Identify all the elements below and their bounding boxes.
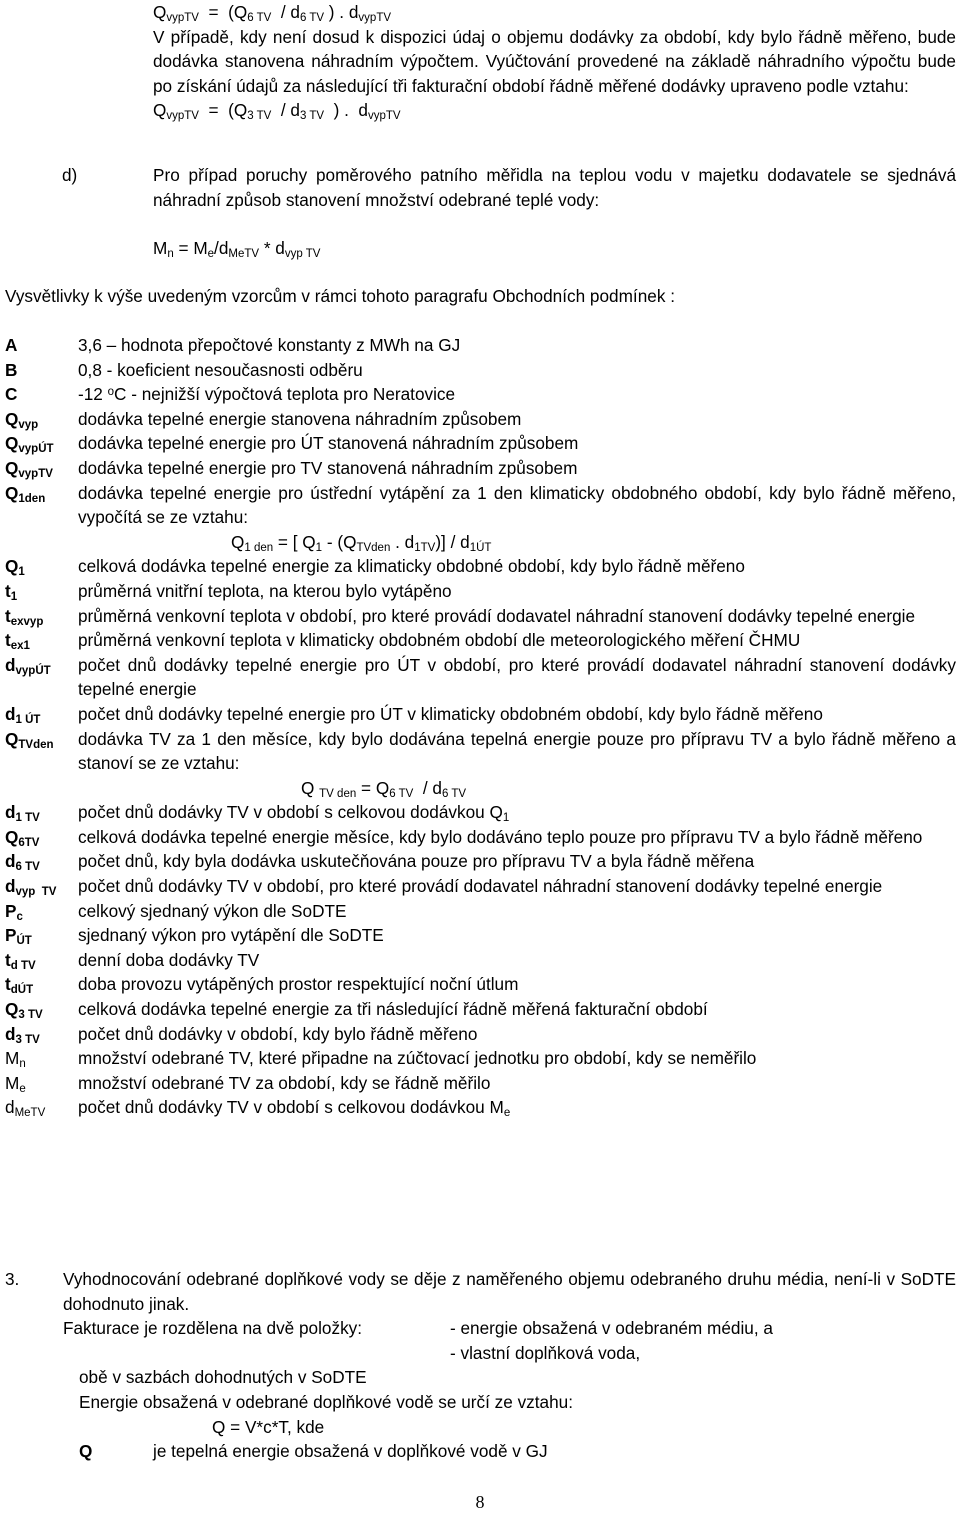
- section-d-formula: $M_n = M_e/d_{MeTV} * d_{vyp TV}$: [153, 238, 321, 261]
- legend-row: [5, 923, 956, 948]
- legend-row: [5, 554, 956, 579]
- legend-row: [5, 849, 956, 874]
- legend-symbol: $t_{d TV}$: [5, 949, 36, 972]
- legend-symbol: $t_1$: [5, 580, 18, 603]
- legend-text: počet dnů dodávky TV v období s celkovou dodávkou $Q_1$: [78, 802, 510, 825]
- q-definition: [79, 1439, 956, 1464]
- section-3-number: 3.: [5, 1269, 20, 1289]
- section-3-row: [5, 1267, 956, 1365]
- legend-text: sjednaný výkon pro vytápění dle SoDTE: [78, 925, 384, 946]
- paragraph-replacement-calc: V případě, kdy není dosud k dispozici údaj o objemu dodávky za období, kdy bylo řádně měřeno, bude dodávka stanovena náhradním výpočtem. Vyúčtování provedené na základě náhradního výpočtu bude po získání údajů za následující tři fakturační období řádně měřené dodávky upraveno podle vztahu:: [153, 26, 956, 96]
- legend-row: [5, 727, 956, 776]
- legend-row: [5, 972, 956, 997]
- legend-row: [5, 825, 956, 850]
- legend-row: [5, 358, 956, 383]
- legend-symbol: $Q_{vypTV}$: [5, 457, 53, 480]
- formula-q: Q = V*c*T, kde: [212, 1416, 325, 1437]
- legend-row: [5, 800, 956, 825]
- legend-text: celkový sjednaný výkon dle SoDTE: [78, 900, 347, 921]
- legend-symbol: $d_{vyp TV}$: [5, 876, 57, 899]
- legend-text: dodávka tepelné energie pro ÚT stanovená náhradním způsobem: [78, 433, 579, 454]
- legend-row: [5, 333, 956, 358]
- legend-text: počet dnů, kdy byla dodávka uskutečňována pouze pro přípravu TV a byla řádně měřena: [78, 851, 755, 872]
- legend-symbol: $Q_{TVden}$: [5, 728, 54, 751]
- legend-text: 3,6 – hodnota přepočtové konstanty z MWh na GJ: [78, 335, 461, 355]
- rates-line: obě v sazbách dohodnutých v SoDTE: [79, 1367, 367, 1388]
- legend-title: Vysvětlivky k výše uvedeným vzorcům v rámci tohoto paragrafu Obchodních podmínek :: [5, 286, 675, 306]
- legend-row: [5, 382, 956, 407]
- section-3-text: Vyhodnocování odebrané doplňkové vody se děje z naměřeného objemu odebraného druhu média, není-li v SoDTE dohodnuto jinak.: [63, 1269, 956, 1314]
- section-d: [62, 163, 956, 261]
- legend-symbol: $d_{MeTV}$: [5, 1097, 46, 1120]
- legend-symbol: B: [5, 359, 18, 380]
- legend-list: [5, 333, 956, 1120]
- energy-line: Energie obsažená v odebrané doplňkové vodě se určí ze vztahu:: [79, 1391, 573, 1412]
- legend-row: [5, 579, 956, 604]
- legend-text: průměrná venkovní teplota v klimaticky obdobném období dle meteorologického měření ČHMU: [78, 630, 801, 651]
- formula-first: $Q_{vypTV} = (Q_{6 TV} / d_{6 TV}$ ) . $d_{vypTV}$: [153, 2, 392, 24]
- legend-symbol: $d_{6 TV}$: [5, 851, 40, 874]
- legend-text: dodávka tepelné energie stanovena náhradním způsobem: [78, 408, 522, 429]
- legend-text: dodávka tepelné energie pro TV stanovená náhradním způsobem: [78, 457, 578, 478]
- legend-symbol: A: [5, 335, 18, 355]
- legend-symbol: $M_n$: [5, 1048, 26, 1071]
- legend-symbol: $M_e$: [5, 1072, 26, 1095]
- legend-text: 0,8 - koeficient nesoučasnosti odběru: [78, 359, 363, 380]
- legend-text: počet dnů dodávky tepelné energie pro ÚT v klimaticky obdobném období, kdy bylo řádně měřeno: [78, 703, 823, 724]
- legend-text: počet dnů dodávky TV v období s celkovou dodávkou $M_e$: [78, 1097, 511, 1120]
- legend-symbol: $Q_{vyp}$: [5, 408, 39, 431]
- legend-row: [5, 1022, 956, 1047]
- legend-text: doba provozu vytápěných prostor respektující noční útlum: [78, 974, 519, 995]
- legend-row: [5, 1046, 956, 1071]
- legend-text: průměrná vnitřní teplota, na kterou bylo vytápěno: [78, 580, 452, 601]
- legend-text: dodávka tepelné energie pro ústřední vytápění za 1 den klimaticky obdobného období, kdy bylo řádně měřeno, vypočítá se ze vztahu:: [78, 482, 956, 528]
- legend-symbol: $t_{ex1}$: [5, 630, 30, 653]
- invoice-label: Fakturace je rozdělena na dvě položky:: [63, 1318, 363, 1339]
- legend-text: -12 $^o$C - nejnižší výpočtová teplota pro Neratovice: [78, 384, 456, 405]
- invoice-list: [450, 1316, 773, 1365]
- legend-row: [5, 481, 956, 530]
- legend-symbol: $Q_{vypÚT}$: [5, 433, 54, 456]
- formula-second: $Q_{vypTV} = (Q_{3 TV} / d_{3 TV}$ ) . $d_{vypTV}$: [153, 100, 401, 123]
- legend-text: počet dnů dodávky TV v období, pro které provádí dodavatel náhradní stanovení dodávky tepelné energie: [78, 876, 883, 897]
- legend-row: [5, 407, 956, 432]
- legend-symbol: $Q_{6TV}$: [5, 826, 40, 849]
- legend-symbol: $d_{vypÚT}$: [5, 654, 51, 677]
- legend-text: množství odebrané TV, které připadne na zúčtovací jednotku pro období, kdy se neměřilo: [78, 1048, 757, 1069]
- legend-symbol: $d_{1 TV}$: [5, 802, 40, 825]
- top-continuation: [153, 0, 956, 123]
- legend-symbol: $Q_{3 TV}$: [5, 999, 43, 1022]
- legend-row: [5, 653, 956, 702]
- legend-row: [5, 874, 956, 899]
- legend-symbol: $d_{3 TV}$: [5, 1023, 40, 1046]
- invoice-item-water: - vlastní doplňková voda,: [450, 1342, 641, 1363]
- formula-q1den: $Q_{1 den}$ = [ $Q_1 - (Q_{TVden}$ . $d_{1TV})] / d_{1ÚT}$: [231, 531, 492, 554]
- legend-row: [5, 948, 956, 973]
- legend-row: [5, 431, 956, 456]
- legend-symbol: $t_{dÚT}$: [5, 974, 34, 997]
- legend-text: celková dodávka tepelné energie za tři následující řádně měřená fakturační období: [78, 999, 708, 1020]
- section-3: [5, 1267, 956, 1464]
- legend-row: [5, 1095, 956, 1120]
- legend-symbol: $d_{1 ÚT}$: [5, 703, 41, 726]
- legend-text: celková dodávka tepelné energie za klimaticky obdobné období, kdy bylo řádně měřeno: [78, 556, 745, 577]
- legend-row: [5, 997, 956, 1022]
- legend-text: denní doba dodávky TV: [78, 949, 260, 970]
- legend-symbol: $P_{ÚT}$: [5, 925, 32, 948]
- q-symbol: Q: [79, 1441, 93, 1462]
- page-number: 8: [475, 1492, 485, 1512]
- legend-row: [5, 456, 956, 481]
- legend-symbol: $Q_{1den}$: [5, 482, 46, 505]
- legend-text: celková dodávka tepelné energie měsíce, kdy bylo dodáváno teplo pouze pro přípravu TV a bylo řádně měřeno: [78, 826, 923, 847]
- legend-text: počet dnů dodávky tepelné energie pro ÚT v období, pro které provádí dodavatel náhradní stanovení dodávky tepelné energie: [78, 654, 956, 700]
- legend-text: množství odebrané TV za období, kdy se řádně měřilo: [78, 1072, 491, 1093]
- legend-row: [5, 1071, 956, 1096]
- formula-qtvden: Q $_{TV den} = Q_{6 TV} / d_{6 TV}$: [301, 777, 467, 800]
- section-3-body: [63, 1267, 956, 1365]
- legend-row: [5, 604, 956, 629]
- legend-text: počet dnů dodávky v období, kdy bylo řádně měřeno: [78, 1023, 478, 1044]
- legend-symbol: C: [5, 384, 18, 405]
- legend-symbol: $Q_1$: [5, 556, 25, 579]
- invoice-items: [63, 1316, 956, 1365]
- legend-text: dodávka TV za 1 den měsíce, kdy bylo dodávána tepelná energie pouze pro přípravu TV a bylo řádně měřeno a stanoví se ze vztahu:: [78, 728, 956, 774]
- legend-symbol: $P_c$: [5, 900, 23, 923]
- section-d-label: d): [62, 165, 78, 185]
- legend-row: [5, 899, 956, 924]
- legend-row: [5, 702, 956, 727]
- invoice-item-energy: - energie obsažená v odebraném médiu, a: [450, 1318, 773, 1339]
- legend-symbol: $t_{exvyp}$: [5, 605, 44, 628]
- section-d-text: Pro případ poruchy poměrového patního měřidla na teplou vodu v majetku dodavatele se sjednává náhradní způsob stanovení množství odebrané teplé vody:: [153, 165, 956, 210]
- q-text: je tepelná energie obsažená v doplňkové vodě v GJ: [153, 1441, 548, 1462]
- legend-text: průměrná venkovní teplota v období, pro které provádí dodavatel náhradní stanovení dodávky tepelné energie: [78, 605, 916, 626]
- legend-row: [5, 628, 956, 653]
